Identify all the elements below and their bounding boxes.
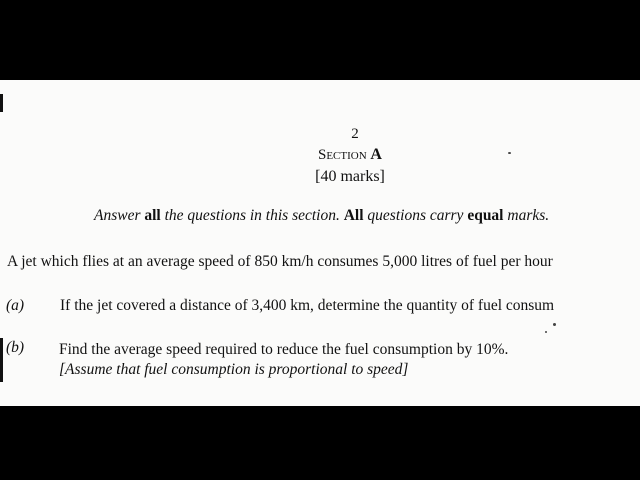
instruction-text: marks. (503, 207, 550, 224)
section-instruction (94, 207, 549, 225)
ink-speck (545, 331, 547, 333)
section-label: Section (318, 147, 367, 163)
instruction-text: the questions in this section. (160, 207, 344, 224)
section-marks: [40 marks] (315, 168, 385, 185)
part-b-note: [Assume that fuel consumption is proportional to speed] (59, 361, 409, 378)
question-stem: A jet which flies at an average speed of 850 km/h consumes 5,000 litres of fuel per hour (7, 253, 553, 270)
instruction-emphasis: all (144, 207, 161, 224)
page-number: 2 (351, 126, 359, 142)
instruction-emphasis: All (343, 207, 364, 224)
part-b-label: (b) (6, 339, 25, 356)
part-a-label: (a) (6, 297, 25, 314)
instruction-text: questions carry (363, 207, 468, 224)
instruction-text: Answer (94, 207, 145, 224)
ink-speck (508, 152, 511, 154)
section-heading (0, 146, 640, 164)
ink-speck (553, 323, 556, 326)
part-a-text: If the jet covered a distance of 3,400 km, determine the quantity of fuel consum (60, 297, 555, 314)
instruction-emphasis: equal (467, 207, 504, 224)
part-b-text: Find the average speed required to reduce the fuel consumption by 10%. (59, 341, 509, 358)
margin-mark (0, 338, 3, 382)
margin-mark (0, 94, 3, 112)
exam-page (0, 80, 640, 406)
section-letter: A (370, 146, 382, 163)
